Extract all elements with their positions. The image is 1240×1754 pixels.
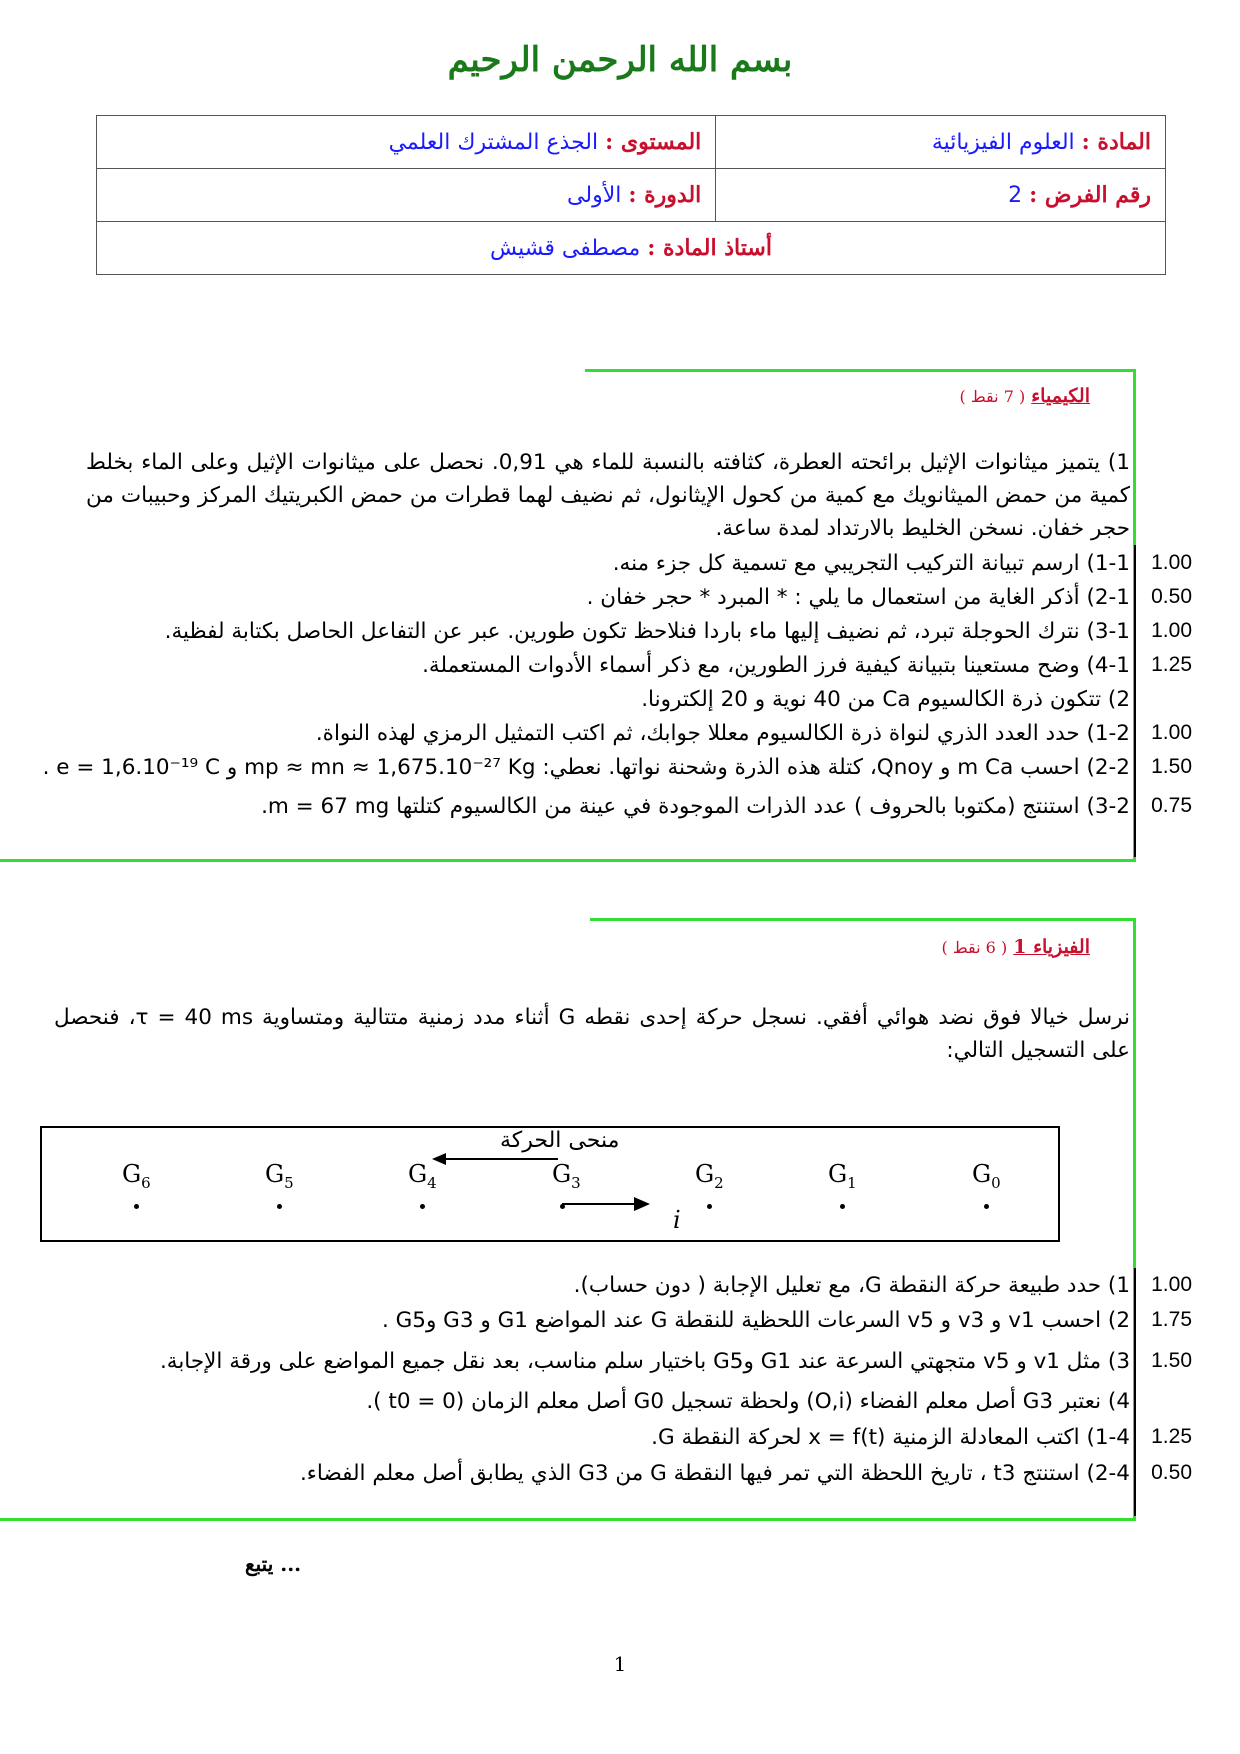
level-label: المستوى : bbox=[605, 129, 702, 155]
teacher-value: مصطفى قشيش bbox=[490, 236, 641, 261]
phys-q-3: 3) مثل v1 و v5 متجهتي السرعة عند G1 وG5 باختيار سلم مناسب، بعد نقل جميع المواضع على ورقة الإجابة. bbox=[159, 1349, 1130, 1374]
chem-score-2-2: 1.50 bbox=[1151, 755, 1192, 778]
subject-cell bbox=[716, 116, 1166, 169]
point-g5-dot bbox=[277, 1204, 282, 1209]
phys-q-4: 4) نعتبر G3 أصل معلم الفضاء (O,i) ولحظة تسجيل G0 أصل معلم الزمان (t0 = 0 ). bbox=[366, 1389, 1130, 1414]
chem-frame bbox=[0, 369, 1136, 862]
unit-vector-label: i bbox=[673, 1206, 681, 1234]
phys-score-2: 1.75 bbox=[1151, 1308, 1192, 1331]
chem-score-2-1: 0.50 bbox=[1151, 585, 1192, 608]
phys-q-2-4: 2-4) استنتج t3 ، تاريخ اللحظة التي تمر فيها النقطة G من G3 الذي يطابق أصل معلم الفضاء. bbox=[299, 1461, 1130, 1486]
phys-score-1: 1.00 bbox=[1151, 1273, 1192, 1296]
point-g6-label: $G_6$ bbox=[122, 1160, 151, 1192]
chem-score-3-1: 1.00 bbox=[1151, 619, 1192, 642]
chem-points: ( 7 نقط ) bbox=[959, 387, 1026, 406]
point-g3-dot bbox=[560, 1204, 565, 1209]
phys-intro: نرسل خيالا فوق نضد هوائي أفقي. نسجل حركة إحدى نقطه G أثناء مدد زمنية متتالية ومتساوية τ = 40 ms، فنحصل على التسجيل التالي: bbox=[54, 1005, 1131, 1063]
chem-q-1-2: 1-2) حدد العدد الذري لنواة ذرة الكالسيوم معللا جوابك، ثم اكتب التمثيل الرمزي لهذه النواة. bbox=[315, 721, 1130, 746]
subject-label: المادة : bbox=[1081, 129, 1151, 155]
teacher-cell bbox=[97, 222, 1166, 275]
chem-q-3-1: 3-1) نترك الحوجلة تبرد، ثم نضيف إليها ماء باردا فنلاحظ تكون طورين. عبر عن التفاعل الحاصل بكتابة لفظية. bbox=[164, 619, 1130, 644]
subject-value: العلوم الفيزيائية bbox=[931, 130, 1075, 155]
phys-points: ( 6 نقط ) bbox=[941, 938, 1008, 957]
chem-score-1-1: 1.00 bbox=[1151, 551, 1192, 574]
motion-direction-label: منحى الحركة bbox=[500, 1128, 620, 1153]
level-cell bbox=[97, 116, 716, 169]
phys-score-divider bbox=[1134, 1268, 1136, 1516]
chem-q-2: 2) تتكون ذرة الكالسيوم Ca من 40 نوية و 20 إلكترونا. bbox=[641, 687, 1130, 712]
phys-title bbox=[942, 936, 1090, 958]
page-number: 1 bbox=[613, 1652, 627, 1676]
chem-q-4-1: 4-1) وضح مستعينا بتبيانة كيفية فرز الطورين، مع ذكر أسماء الأدوات المستعملة. bbox=[422, 653, 1130, 678]
session-value: الأولى bbox=[567, 183, 622, 208]
level-value: الجذع المشترك العلمي bbox=[388, 130, 599, 155]
teacher-label: أستاذ المادة : bbox=[647, 235, 772, 261]
point-g0-label: $G_0$ bbox=[972, 1160, 1001, 1192]
chem-title-text: الكيمياء bbox=[1031, 385, 1090, 407]
point-g1-dot bbox=[840, 1204, 845, 1209]
point-g2-dot bbox=[707, 1204, 712, 1209]
session-cell bbox=[97, 169, 716, 222]
point-g4-dot bbox=[420, 1204, 425, 1209]
point-g3-label: $G_3$ bbox=[552, 1160, 581, 1192]
phys-score-1-4: 1.25 bbox=[1151, 1425, 1192, 1448]
test-number-cell bbox=[716, 169, 1166, 222]
point-g2-label: $G_2$ bbox=[695, 1160, 724, 1192]
basmala: بسم الله الرحمن الرحيم bbox=[447, 40, 793, 80]
chem-q-2-1: 2-1) أذكر الغاية من استعمال ما يلي : * المبرد * حجر خفان . bbox=[586, 585, 1130, 610]
chem-intro: 1) يتميز ميثانوات الإثيل برائحته العطرة، كثافته بالنسبة للماء هي 0,91. نحصل على ميثانوات الإثيل وعلى الماء بخلط كمية من حمض الميثانويك مع كمية من كحول الإيثانول، ثم نضيف لهما قطرات من حمض الكبريتيك المركز وحبيبات من حجر خفان. نسخن الخليط بالارتداد لمدة ساعة. bbox=[86, 450, 1130, 541]
chem-q-2-2: 2-2) احسب m Ca و Qnoy، كتلة هذه الذرة وشحنة نواتها. نعطي: mp ≈ mn ≈ 1,675.10⁻²⁷ Kg و e = 1,6.10⁻¹⁹ C . bbox=[42, 755, 1130, 780]
chem-q-1-1: 1-1) ارسم تبيانة التركيب التجريبي مع تسمية كل جزء منه. bbox=[612, 551, 1130, 576]
unit-vector-arrow bbox=[562, 1194, 652, 1214]
recording-diagram bbox=[40, 1126, 1060, 1242]
point-g4-label: $G_4$ bbox=[408, 1160, 437, 1192]
chem-score-1-2: 1.00 bbox=[1151, 721, 1192, 744]
chem-q-3-2: 3-2) استنتج (مكتوبا بالحروف ) عدد الذرات الموجودة في عينة من الكالسيوم كتلتها m = 67 mg. bbox=[261, 794, 1130, 819]
phys-score-3: 1.50 bbox=[1151, 1349, 1192, 1372]
chem-title bbox=[960, 385, 1090, 407]
motion-direction-arrow bbox=[432, 1152, 562, 1166]
test-number-value: 2 bbox=[1008, 183, 1023, 208]
chem-score-3-2: 0.75 bbox=[1151, 794, 1192, 817]
phys-title-text: الفيزياء 1 bbox=[1013, 936, 1090, 958]
header-table bbox=[96, 115, 1166, 275]
point-g1-label: $G_1$ bbox=[828, 1160, 857, 1192]
chem-score-4-1: 1.25 bbox=[1151, 653, 1192, 676]
phys-score-2-4: 0.50 bbox=[1151, 1461, 1192, 1484]
phys-q-1-4: 1-4) اكتب المعادلة الزمنية x = f(t) لحركة النقطة G. bbox=[651, 1425, 1130, 1450]
phys-q-2: 2) احسب v1 و v3 و v5 السرعات اللحظية للنقطة G عند المواضع G1 و G3 وG5 . bbox=[381, 1308, 1130, 1333]
point-g0-dot bbox=[984, 1204, 989, 1209]
test-number-label: رقم الفرض : bbox=[1029, 182, 1151, 208]
point-g5-label: $G_5$ bbox=[265, 1160, 294, 1192]
chem-score-divider bbox=[1134, 545, 1136, 857]
phys-q-1: 1) حدد طبيعة حركة النقطة G، مع تعليل الإجابة ( دون حساب). bbox=[573, 1273, 1130, 1298]
point-g6-dot bbox=[134, 1204, 139, 1209]
session-label: الدورة : bbox=[628, 182, 702, 208]
continued-note: يتبع ... bbox=[245, 1552, 302, 1576]
